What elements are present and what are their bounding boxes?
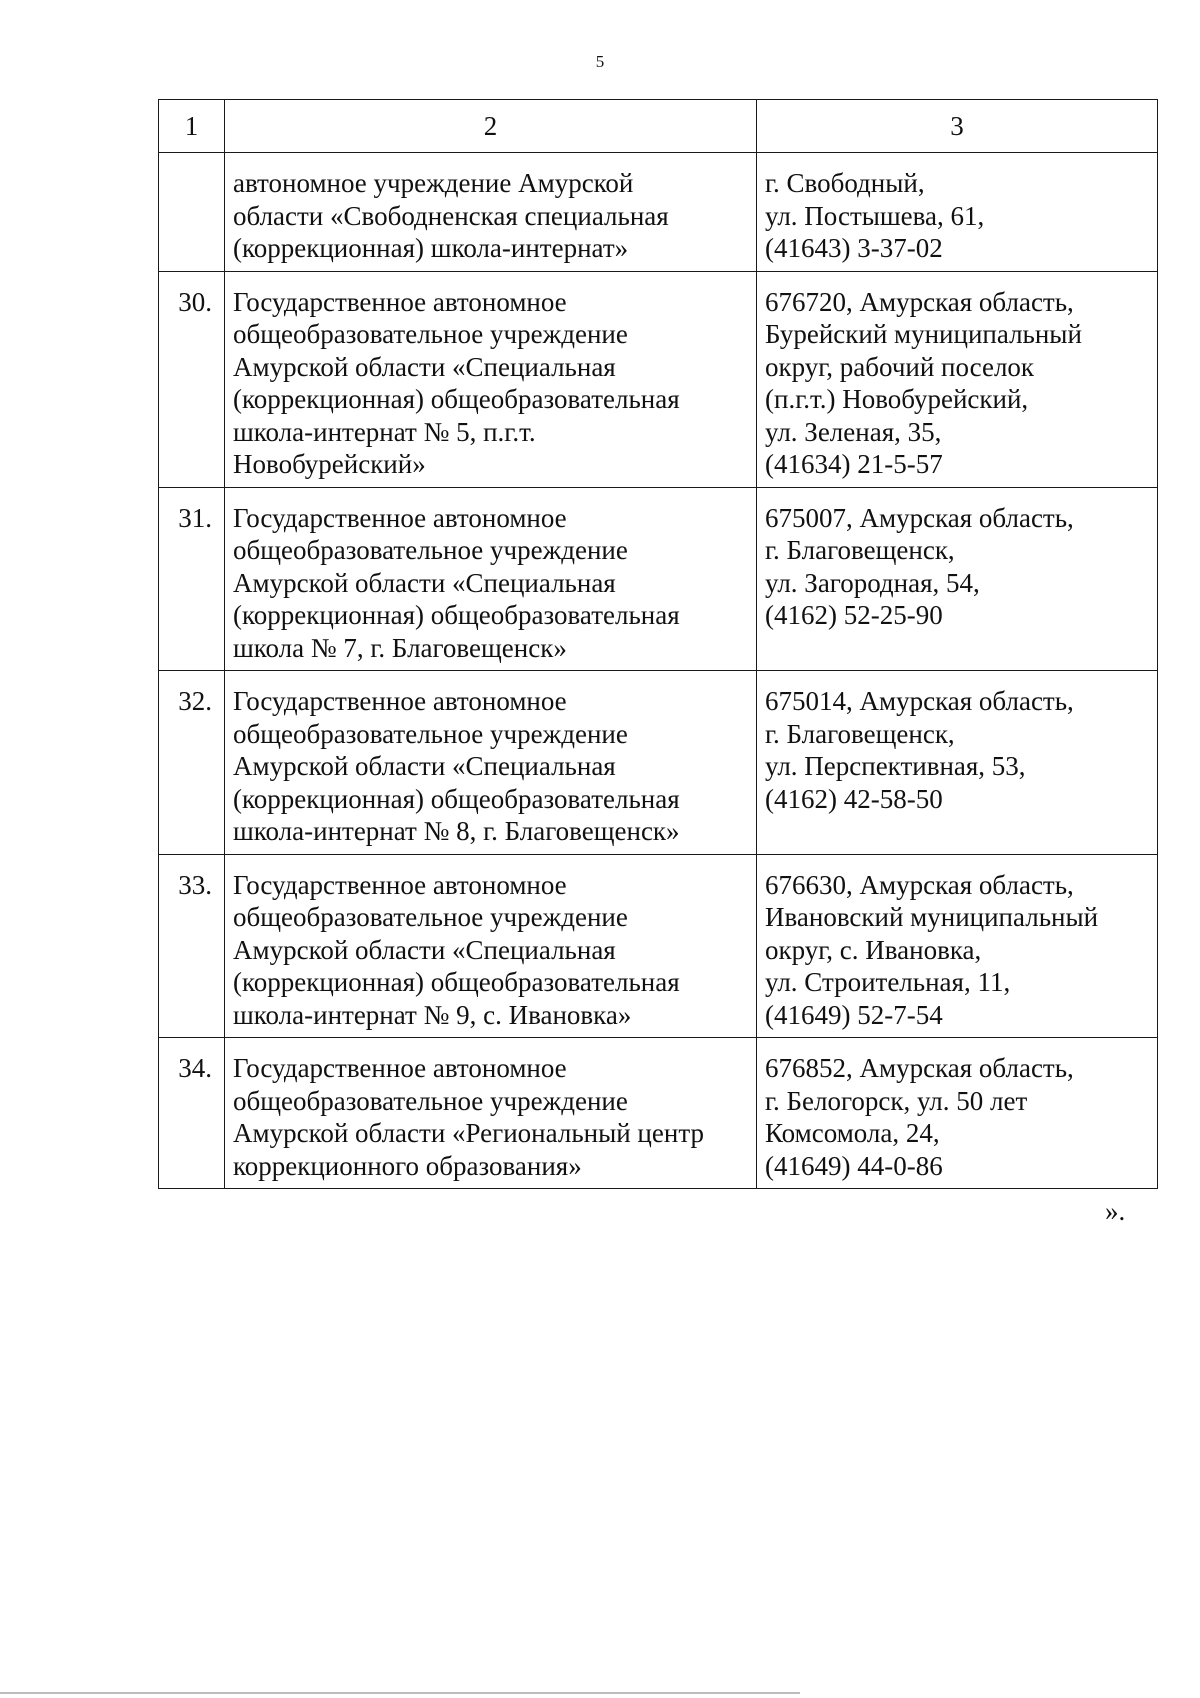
row-number <box>159 153 225 272</box>
table-row <box>159 671 1158 855</box>
table-row <box>159 854 1158 1038</box>
institution-name: Государственное автономное общеобразовательное учреждение Амурской области «Специальная (коррекционная) общеобразовательная школа-интернат № 5, п.г.т. Новобурейский» <box>233 286 680 479</box>
row-number: 34. <box>159 1038 225 1189</box>
institution-name: Государственное автономное общеобразовательное учреждение Амурской области «Специальная (коррекционная) общеобразовательная школа-интернат № 9, с. Ивановка» <box>233 869 680 1030</box>
table-row <box>159 487 1158 671</box>
institution-address: 675014, Амурская область, г. Благовещенск, ул. Перспективная, 53, (4162) 42-58-50 <box>765 686 1074 814</box>
institution-address: г. Свободный, ул. Постышева, 61, (41643) 3-37-02 <box>765 168 985 263</box>
institution-address: 675007, Амурская область, г. Благовещенск, ул. Загородная, 54, (4162) 52-25-90 <box>765 502 1074 630</box>
header-col-2: 2 <box>225 100 757 153</box>
institution-address: 676720, Амурская область, Бурейский муниципальный округ, рабочий поселок (п.г.т.) Новобурейский, ул. Зеленая, 35, (41634) 21-5-57 <box>765 286 1082 479</box>
institutions-table <box>158 99 1158 1189</box>
institution-address: 676630, Амурская область, Ивановский муниципальный округ, с. Ивановка, ул. Строительная, 11, (41649) 52-7-54 <box>765 869 1099 1030</box>
table-row <box>159 153 1158 272</box>
header-col-1: 1 <box>159 100 225 153</box>
closing-quote-mark: ». <box>1105 1196 1126 1226</box>
table-row <box>159 1038 1158 1189</box>
row-number: 33. <box>159 854 225 1038</box>
scan-edge-line <box>0 1692 800 1694</box>
institution-name: автономное учреждение Амурской области «Свободненская специальная (коррекционная) школа-интернат» <box>233 168 669 263</box>
table-row <box>159 271 1158 487</box>
header-col-3: 3 <box>757 100 1158 153</box>
table-header-row <box>159 100 1158 153</box>
institution-name: Государственное автономное общеобразовательное учреждение Амурской области «Региональный центр коррекционного образования» <box>233 1053 704 1181</box>
institution-name: Государственное автономное общеобразовательное учреждение Амурской области «Специальная (коррекционная) общеобразовательная школа-интернат № 8, г. Благовещенск» <box>233 686 680 846</box>
row-number: 31. <box>159 487 225 671</box>
row-number: 32. <box>159 671 225 855</box>
page-number: 5 <box>595 52 605 71</box>
institution-name: Государственное автономное общеобразовательное учреждение Амурской области «Специальная (коррекционная) общеобразовательная школа № 7, г. Благовещенск» <box>233 502 680 663</box>
institution-address: 676852, Амурская область, г. Белогорск, ул. 50 лет Комсомола, 24, (41649) 44-0-86 <box>765 1053 1074 1181</box>
row-number: 30. <box>159 271 225 487</box>
